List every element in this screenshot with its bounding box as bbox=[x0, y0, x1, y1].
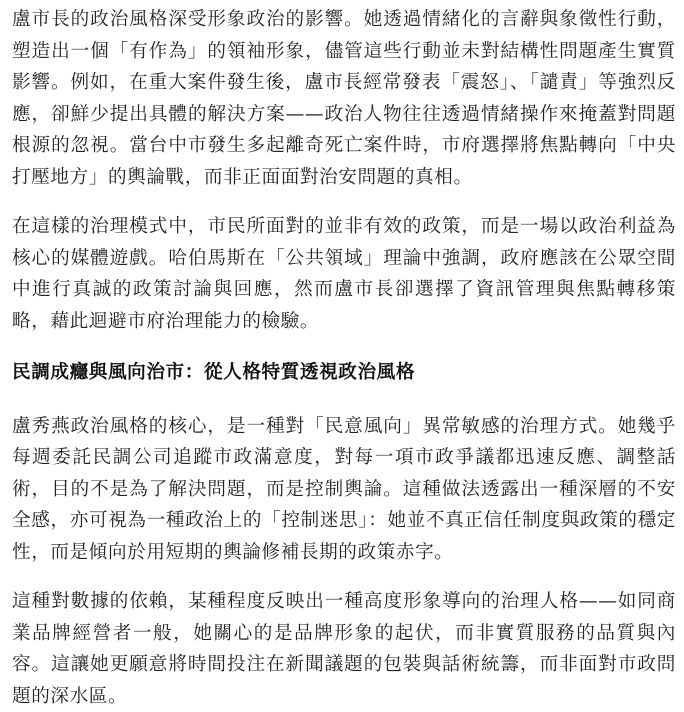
article-body bbox=[12, 4, 676, 712]
paragraph-data-dependence: 這種對數據的依賴，某種程度反映出一種高度形象導向的治理人格——如同商業品牌經營者一般，她關心的是品牌形象的起伏，而非實質服務的品質與內容。這讓她更願意將時間投注在新聞議題的包裝與話術統籌，而非面對市政問題的深水區。 bbox=[12, 591, 676, 707]
section-heading: 民調成癮與風向治市：從人格特質透視政治風格 bbox=[12, 362, 416, 383]
paragraph-image-politics: 盧市長的政治風格深受形象政治的影響。她透過情緒化的言辭與象徵性行動，塑造出一個「有作為」的領袖形象，儘管這些行動並未對結構性問題產生實質影響。例如，在重大案件發生後，盧市長經常發表「震怒」、「譴責」等強烈反應，卻鮮少提出具體的解決方案——政治人物往往透過情緒操作來掩蓋對問題根源的忽視。當台中市發生多起離奇死亡案件時，市府選擇將焦點轉向「中央打壓地方」的輿論戰，而非正面面對治安問題的真相。 bbox=[12, 9, 676, 188]
paragraph-poll-governance: 盧秀燕政治風格的核心，是一種對「民意風向」異常敏感的治理方式。她幾乎每週委託民調公司追蹤市政滿意度，對每一項市政爭議都迅速反應、調整話術，目的不是為了解決問題，而是控制輿論。這種做法透露出一種深層的不安全感，亦可視為一種政治上的「控制迷思」：她並不真正信任制度與政策的穩定性，而是傾向於用短期的輿論修補長期的政策赤字。 bbox=[12, 415, 676, 563]
paragraph-media-game: 在這樣的治理模式中，市民所面對的並非有效的政策，而是一場以政治利益為核心的媒體遊戲。哈伯馬斯在「公共領域」理論中強調，政府應該在公眾空間中進行真誠的政策討論與回應，然而盧市長卻選擇了資訊管理與焦點轉移策略，藉此迴避市府治理能力的檢驗。 bbox=[12, 216, 676, 332]
